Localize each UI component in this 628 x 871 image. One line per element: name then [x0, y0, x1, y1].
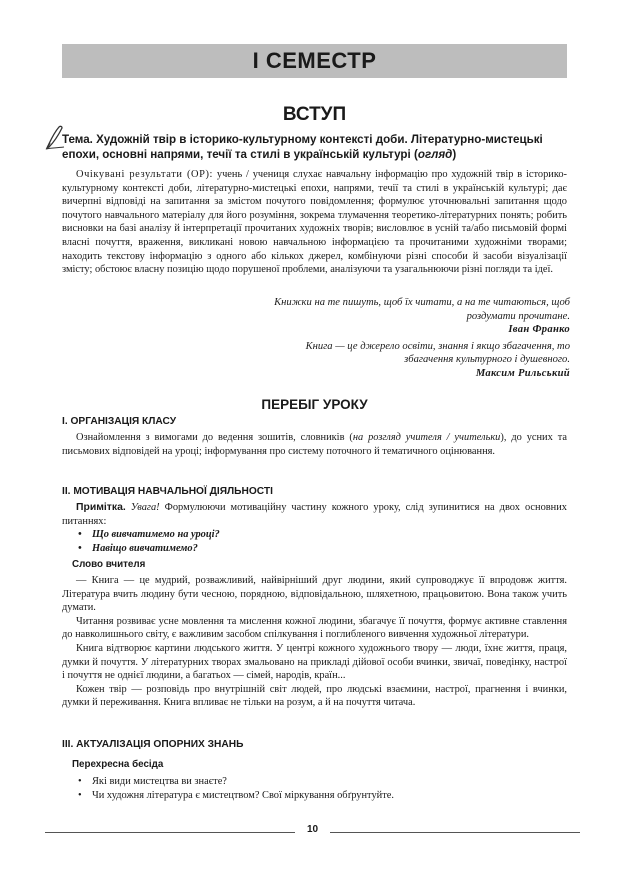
outcomes-text: учень / учениця слухає навчальну інформацію про художній твір в історико-культурному контексті доби, літературно-мистецькі епохи, напрями, течії та стилі в українській культурі; дає вичерпні відповіді на запитання за змістом почутого повідомлення; формулює уточнювальні запитання щодо почутого навчального матеріалу для його розуміння, зокрема тлумачення теоретико-літературних понять; робить висновки на базі аналізу й інтерпретації прочитаних художніх творів; висловлює в усній та/або письмовій формі власні почуття, враження, викликані новою навчальною інформацією та прочитаними художніми творами; находить текстову інформацію з одного або кількох джерел, комбінуючи різні способи й засоби візуалізації змісту; обстоює власну позицію щодо порушеної проблеми, аналізуючи та узагальнюючи різні погляди та ідеї. — [62, 169, 567, 276]
semester-title: І СЕМЕСТР — [252, 48, 377, 73]
organization-text-a: Ознайомлення з вимогами до ведення зошитів, словників ( — [76, 432, 353, 443]
teacher-word — [62, 574, 567, 710]
organization-paragraph — [62, 431, 567, 458]
topic-text: Художній твір в історико-культурному контексті доби. Літературно-мистецькі епохи, основні напрями, течії та стилі в українській культурі — [62, 133, 543, 161]
list-item: • Навіщо вивчатимемо? — [78, 542, 558, 556]
topic-suffix-italic: огляд — [417, 148, 453, 161]
note-paragraph — [62, 501, 567, 528]
footer-rule-left — [45, 832, 295, 833]
section-title: ВСТУП — [282, 104, 347, 125]
note-warning: Увага! — [130, 502, 160, 513]
expected-outcomes — [62, 168, 567, 277]
semester-banner — [62, 44, 567, 78]
epigraph-author: Іван Франко — [508, 324, 570, 336]
note-text: Формулюючи мотиваційну частину кожного уроку, слід зупинитися на двох основних питаннях: — [62, 502, 567, 527]
epigraph-text: Книга — це джерело освіти, знання і якщо збагачення, то збагачення культурного і душевного. — [305, 340, 570, 366]
cross-talk-questions — [78, 775, 558, 803]
topic-suffix-close: ) — [452, 148, 457, 161]
topic-label: Тема. — [62, 133, 93, 146]
teacher-paragraph: — Книга — це мудрий, розважливий, найвірніший друг людини, який супроводжує її впродовж життя. Література вчить людину бути чесною, порядною, відповідальною, шляхетною, працьовитою. Вона також учить думати. — [62, 575, 567, 614]
page-number: 10 — [306, 824, 319, 835]
teacher-paragraph: Читання розвиває усне мовлення та мислення кожної людини, збагачує її почуття, формує активне ставлення до навколишнього світу, є важливим засобом спілкування і поглибленого вивчення художньої літератури. — [62, 615, 567, 641]
motivation-questions — [78, 528, 558, 556]
topic-suffix-open: ( — [413, 148, 418, 161]
list-item: • Чи художня література є мистецтвом? Свої міркування обґрунтуйте. — [78, 789, 558, 803]
teacher-paragraph: Кожен твір — розповідь про внутрішній світ людей, про людські взаємини, настрої, прагнення і вчинки, думки й переживання. Книга впливає не тільки на розум, а й на почуття читача. — [62, 683, 567, 709]
note-label: Примітка. — [76, 502, 126, 513]
outcomes-lead: Очікувані результати (ОР): — [76, 169, 214, 180]
cross-talk-heading: Перехресна бесіда — [72, 759, 164, 770]
section-heading-motivation: ІІ. МОТИВАЦІЯ НАВЧАЛЬНОЇ ДІЯЛЬНОСТІ — [62, 486, 273, 497]
epigraph-text: Книжки на те пишуть, щоб їх читати, а на те читаються, щоб роздумати прочитане. — [274, 297, 570, 322]
organization-text-italic: на розгляд учителя / учительки — [352, 432, 501, 443]
lesson-heading: ПЕРЕБІГ УРОКУ — [261, 397, 368, 412]
footer-rule-right — [330, 832, 580, 833]
section-heading-actualization: ІІІ. АКТУАЛІЗАЦІЯ ОПОРНИХ ЗНАНЬ — [62, 739, 244, 750]
teacher-word-heading: Слово вчителя — [72, 559, 146, 570]
organization-text-b: ), до усних та письмових відповідей на уроці; інформування про систему поточного й тематичного оцінювання. — [62, 432, 567, 457]
list-item: • Що вивчатимемо на уроці? — [78, 528, 558, 542]
topic — [62, 132, 562, 162]
list-item: • Які види мистецтва ви знаєте? — [78, 775, 558, 789]
epigraphs — [270, 296, 570, 384]
teacher-paragraph: Книга відтворює картини людського життя. У центрі кожного художнього твору — люди, їхнє життя, праця, думки й почуття. У літературних творах змальовано на прикладі дійової особи вчинки, звичаї, поведінку, настрої і почуття не однієї людини, а багатьох — сімей, народів, країн... — [62, 642, 567, 682]
epigraph-author: Максим Рильський — [475, 367, 570, 379]
section-heading-organization: І. ОРГАНІЗАЦІЯ КЛАСУ — [62, 416, 177, 427]
